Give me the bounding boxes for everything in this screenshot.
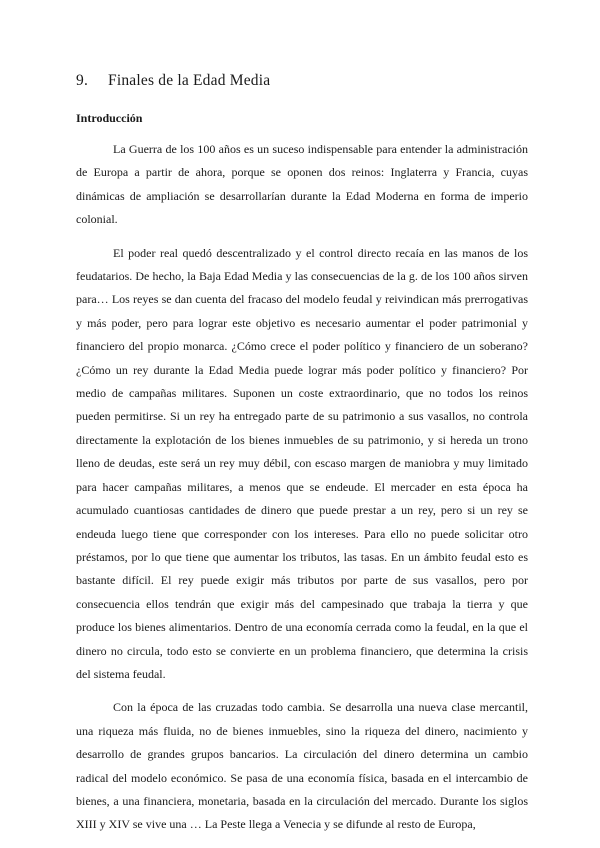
chapter-heading — [76, 72, 270, 90]
chapter-title: Finales de la Edad Media — [108, 72, 271, 89]
paragraph-2: El poder real quedó descentralizado y el control directo recaía en las manos de los feudatarios. De hecho, la Baja Edad Media y las consecuencias de la g. de los 100 años sirven para… Los reyes se dan cuenta del fracaso del modelo feudal y reivindican más prerrogativas y más poder, pero para lograr este objetivo es necesario aumentar el poder patrimonial y financiero del propio monarca. ¿Cómo crece el poder político y financiero de un soberano? ¿Cómo un rey durante la Edad Media puede lograr más poder político y financiero? Por medio de campañas militares. Suponen un coste extraordinario, que no todos los reinos pueden permitirse. Si un rey ha entregado parte de su patrimonio a sus vasallos, no controla directamente la explotación de los bienes inmuebles de su patrimonio, y si hereda un trono lleno de deudas, este será un rey muy débil, con escaso margen de maniobra y muy limitado para hacer campañas militares, a menos que se endeude. El mercader en esta época ha acumulado cuantiosas cantidades de dinero que puede prestar a un rey, pero si un rey se endeuda luego tiene que corresponder con los intereses. Para ello no puede solicitar otro préstamos, por lo que tiene que aumentar los tributos, las tasas. En un ámbito feudal esto es bastante difícil. El rey puede exigir más tributos por parte de sus vasallos, pero por consecuencia ellos tendrán que exigir más del campesinado que trabaja la tierra y que produce los bienes alimentarios. Dentro de una economía cerrada como la feudal, en la que el dinero no circula, todo esto se convierte en un problema financiero, que determina la crisis del sistema feudal. — [76, 245, 528, 681]
body-text — [76, 138, 528, 847]
paragraph-3: Con la época de las cruzadas todo cambia. Se desarrolla una nueva clase mercantil, una riqueza más fluida, no de bienes inmuebles, sino la riqueza del dinero, nacimiento y desarrollo de grandes grupos bancarios. La circulación del dinero determina un cambio radical del modelo económico. Se pasa de una economía física, basada en el intercambio de bienes, a una financiera, monetaria, basada en la circulación del mercado. Durante los siglos XIII y XIV se vive una … La Peste llega a Venecia y se difunde al resto de Europa, — [76, 700, 528, 832]
chapter-number: 9. — [76, 72, 89, 89]
section-heading: Introducción — [76, 111, 143, 125]
paragraph-1: La Guerra de los 100 años es un suceso indispensable para entender la administración de Europa a partir de ahora, porque se oponen dos reinos: Inglaterra y Francia, cuyas dinámicas de ampliación se desarrollarían durante la Edad Moderna en forma de imperio colonial. — [76, 142, 528, 227]
